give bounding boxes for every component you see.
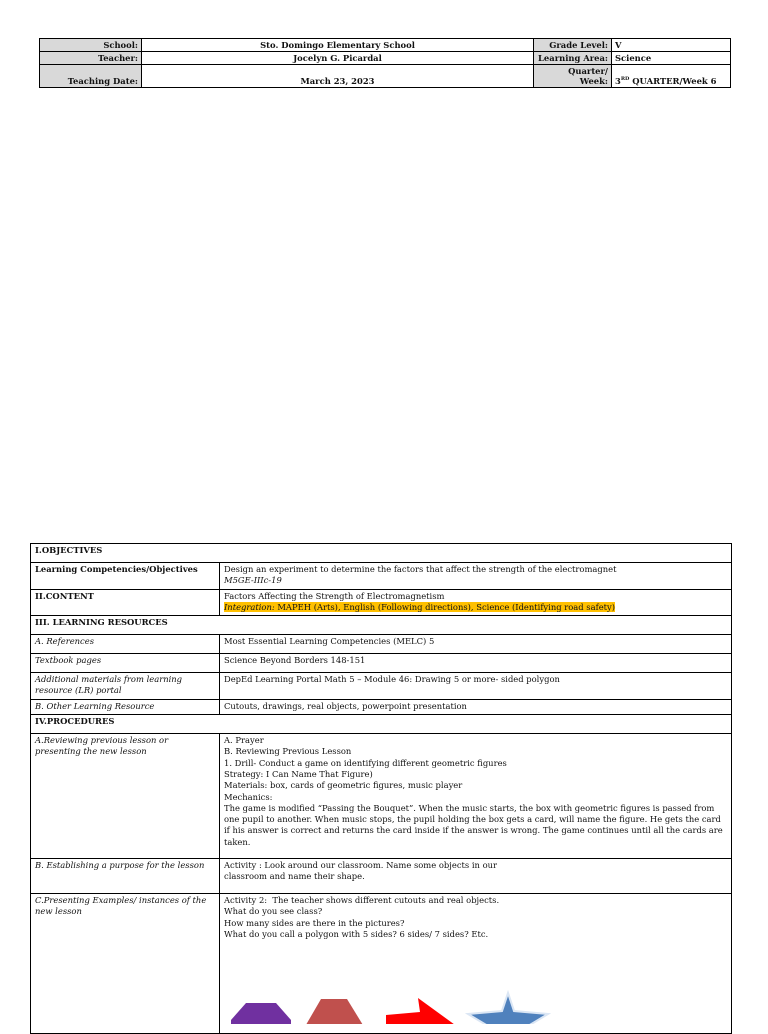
- blue-star-icon: [468, 993, 548, 1024]
- integration-text: MAPEH (Arts), English (Following directions), Science (Identifying road safety): [274, 601, 616, 612]
- header-row-date: [40, 65, 731, 88]
- textbook-text: Science Beyond Borders 148-151: [220, 654, 732, 673]
- procedures-heading: IV.PROCEDURES: [31, 715, 732, 734]
- competencies-label: Learning Competencies/Objectives: [31, 563, 220, 590]
- header-table: [39, 38, 731, 88]
- procedure-b-line: classroom and name their shape.: [224, 871, 365, 882]
- procedure-a-line: Mechanics:: [224, 791, 273, 802]
- objectives-row: [31, 544, 732, 563]
- procedure-b-cell: [220, 859, 732, 894]
- integration-highlight: [224, 602, 615, 612]
- objectives-heading: I.OBJECTIVES: [31, 544, 732, 563]
- geometric-shapes: [0, 985, 768, 1024]
- procedure-a-line: The game is modified “Passing the Bouquet”. When the music starts, the box with geometric figures is passed from one pupil to another. When music stops, the pupil holding the box gets a card, will name the figure. He gets the card if his answer is correct and returns the card inside if the answer is wrong. The game continues until all the cards are taken.: [224, 802, 726, 847]
- other-resource-row: [31, 699, 732, 714]
- teaching-date-value: March 23, 2023: [142, 65, 534, 88]
- quarter-week-text: QUARTER/Week 6: [629, 76, 717, 86]
- references-label: A. References: [31, 635, 220, 654]
- procedure-a-line: Strategy: I Can Name That Figure): [224, 768, 373, 779]
- references-text: Most Essential Learning Competencies (MELC) 5: [220, 635, 732, 654]
- references-row: [31, 635, 732, 654]
- procedure-c-line: What do you see class?: [224, 906, 323, 917]
- competencies-text: Design an experiment to determine the factors that affect the strength of the electromagnet: [224, 564, 617, 574]
- red-arrow-icon: [386, 998, 462, 1024]
- teacher-label: Teacher:: [40, 52, 142, 65]
- procedure-b-label: B. Establishing a purpose for the lesson: [31, 859, 220, 894]
- teaching-date-label: Teaching Date:: [40, 65, 142, 88]
- grade-level-value: V: [612, 39, 731, 52]
- integration-label: Integration:: [224, 601, 275, 612]
- procedure-a-line: A. Prayer: [224, 735, 264, 746]
- procedure-a-cell: [220, 734, 732, 859]
- competencies-cell: [220, 563, 732, 590]
- content-cell: [220, 589, 732, 616]
- procedure-a-line: 1. Drill- Conduct a game on identifying different geometric figures: [224, 757, 507, 768]
- resources-heading: III. LEARNING RESOURCES: [31, 616, 732, 635]
- additional-materials-label: Additional materials from learning resource (LR) portal: [31, 673, 220, 700]
- textbook-label: Textbook pages: [31, 654, 220, 673]
- additional-materials-text: DepEd Learning Portal Math 5 – Module 46: Drawing 5 or more- sided polygon: [220, 673, 732, 700]
- textbook-row: [31, 654, 732, 673]
- content-text: Factors Affecting the Strength of Electromagnetism: [224, 590, 445, 601]
- other-resource-text: Cutouts, drawings, real objects, powerpoint presentation: [220, 699, 732, 714]
- school-value: Sto. Domingo Elementary School: [142, 39, 534, 52]
- header-row-teacher: [40, 52, 731, 65]
- quarter-ordinal: RD: [620, 76, 630, 82]
- quarter-week-label: [534, 65, 612, 88]
- procedure-c-line: Activity 2: The teacher shows different cutouts and real objects.: [224, 895, 500, 906]
- red-polygon-icon: [303, 999, 366, 1024]
- procedure-c-label: C.Presenting Examples/ instances of the new lesson: [31, 894, 220, 1034]
- grade-level-label: Grade Level:: [534, 39, 612, 52]
- procedure-a-label: A.Reviewing previous lesson or presenting the new lesson: [31, 734, 220, 859]
- procedure-c-line: What do you call a polygon with 5 sides? 6 sides/ 7 sides? Etc.: [224, 928, 489, 939]
- content-heading: II.CONTENT: [31, 589, 220, 616]
- other-resource-label: B. Other Learning Resource: [31, 699, 220, 714]
- learning-area-label: Learning Area:: [534, 52, 612, 65]
- purple-polygon-icon: [231, 1003, 291, 1024]
- additional-materials-row: [31, 673, 732, 700]
- procedures-row: [31, 715, 732, 734]
- learning-area-value: Science: [612, 52, 731, 65]
- quarter-week-value: [612, 65, 731, 88]
- procedure-b-line: Activity : Look around our classroom. Name some objects in our: [224, 860, 498, 871]
- header-row-school: [40, 39, 731, 52]
- school-label: School:: [40, 39, 142, 52]
- lesson-plan-table: [30, 543, 732, 1034]
- quarter-number: 3: [615, 76, 621, 86]
- resources-row: [31, 616, 732, 635]
- teacher-value: Jocelyn G. Picardal: [142, 52, 534, 65]
- content-row: [31, 589, 732, 616]
- competencies-code: M5GE-IIIc-19: [224, 575, 282, 586]
- procedure-b-row: [31, 859, 732, 894]
- procedure-a-line: Materials: box, cards of geometric figures, music player: [224, 780, 463, 791]
- quarter-label-line2: Week:: [579, 76, 608, 86]
- procedure-a-line: B. Reviewing Previous Lesson: [224, 746, 352, 757]
- procedure-c-line: How many sides are there in the pictures?: [224, 917, 405, 928]
- competencies-row: [31, 563, 732, 590]
- quarter-label-line1: Quarter/: [568, 66, 608, 76]
- procedure-a-row: [31, 734, 732, 859]
